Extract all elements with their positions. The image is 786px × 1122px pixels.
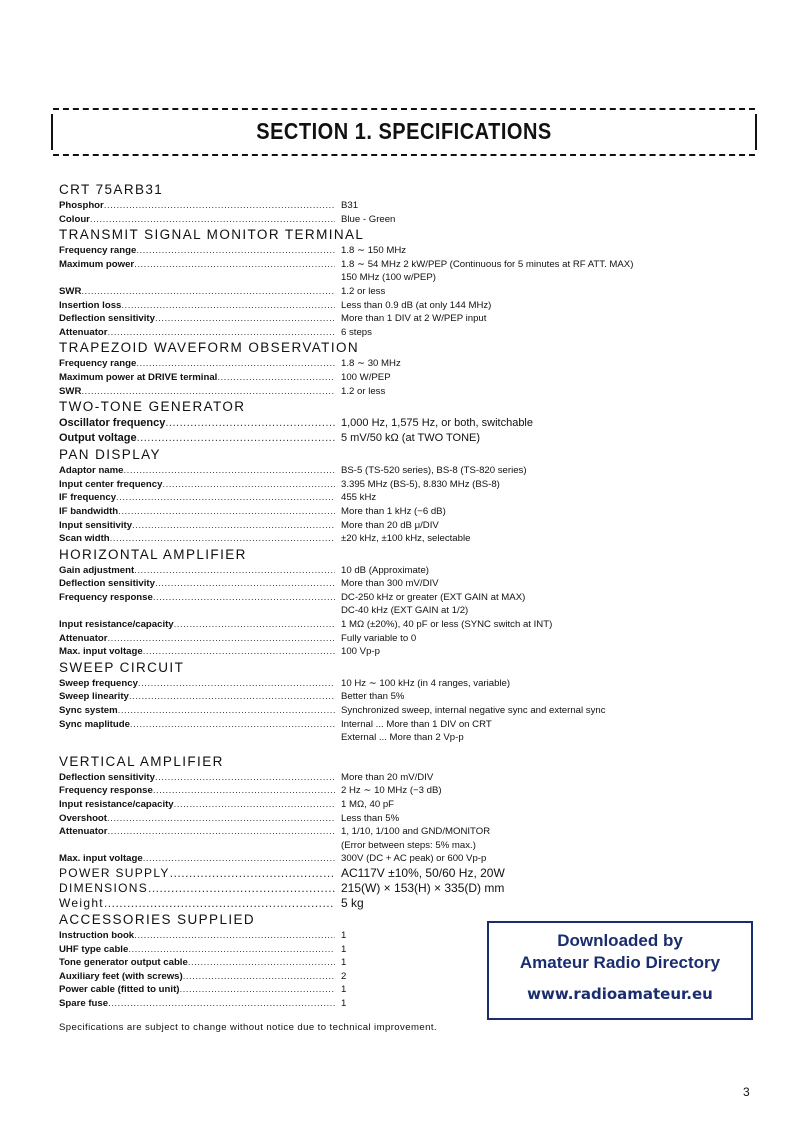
spec-label: Power cable (fitted to unit) bbox=[59, 984, 180, 996]
dot-leader bbox=[188, 956, 335, 970]
spec-value: 10 Hz ∼ 100 kHz (in 4 ranges, variable) bbox=[341, 677, 511, 689]
dot-leader bbox=[107, 812, 335, 826]
spec-row bbox=[59, 591, 749, 605]
spec-label-cell bbox=[59, 564, 335, 578]
spec-value: 100 Vp-p bbox=[341, 646, 380, 658]
spec-row bbox=[59, 825, 749, 839]
dot-leader bbox=[217, 371, 335, 385]
spec-label: Maximum power bbox=[59, 258, 135, 270]
spec-value: Better than 5% bbox=[341, 691, 405, 703]
spec-label-cell bbox=[59, 213, 335, 227]
spec-value: BS-5 (TS-520 series), BS-8 (TS-820 series) bbox=[341, 465, 527, 477]
spec-label-cell bbox=[59, 326, 335, 340]
spec-label-cell bbox=[59, 983, 335, 997]
dot-leader bbox=[155, 771, 335, 785]
spec-value: 100 W/PEP bbox=[341, 371, 391, 383]
section-heading: CRT 75ARB31 bbox=[59, 182, 164, 197]
spec-label-cell bbox=[59, 385, 335, 399]
spec-value: 1 MΩ, 40 pF bbox=[341, 799, 395, 810]
spec-label: Input resistance/capacity bbox=[59, 619, 174, 631]
spec-label-cell bbox=[59, 464, 335, 478]
spec-label-cell bbox=[59, 997, 335, 1011]
spec-label: IF frequency bbox=[59, 492, 117, 504]
spec-label-cell bbox=[59, 199, 335, 213]
dot-leader bbox=[170, 866, 335, 881]
dot-leader bbox=[121, 299, 335, 313]
spec-label: Tone generator output cable bbox=[59, 957, 188, 969]
spec-label-cell bbox=[59, 577, 335, 591]
spec-value: (Error between steps: 5% max.) bbox=[341, 839, 476, 851]
spec-value: 10 dB (Approximate) bbox=[341, 564, 429, 576]
spec-row bbox=[59, 431, 749, 446]
spec-value: 1.8 ∼ 30 MHz bbox=[341, 358, 401, 370]
spec-label-cell bbox=[59, 852, 335, 866]
spec-label: Attenuator bbox=[59, 826, 108, 838]
section-banner bbox=[53, 108, 755, 156]
spec-label: Overshoot bbox=[59, 812, 107, 824]
spec-row bbox=[59, 244, 749, 258]
spec-label-cell bbox=[59, 970, 335, 984]
spec-label-cell bbox=[59, 312, 335, 326]
dot-leader bbox=[137, 431, 335, 446]
spec-row bbox=[59, 258, 749, 272]
spec-row bbox=[59, 604, 749, 618]
dot-leader bbox=[183, 970, 335, 984]
dot-leader bbox=[136, 244, 335, 258]
spec-label: SWR bbox=[59, 285, 82, 297]
spec-row bbox=[59, 852, 749, 866]
dot-leader bbox=[155, 312, 335, 326]
spec-label-cell bbox=[59, 812, 335, 826]
spec-row bbox=[59, 798, 749, 812]
spec-label: Insertion loss bbox=[59, 299, 122, 311]
spec-label: Sync maplitude bbox=[59, 718, 130, 730]
spec-label-cell bbox=[59, 357, 335, 371]
download-credit-box bbox=[487, 921, 753, 1020]
spec-label: IF bandwidth bbox=[59, 505, 119, 517]
change-notice: Specifications are subject to change without notice due to technical improvement. bbox=[59, 1022, 437, 1033]
spec-value: More than 1 kHz (−6 dB) bbox=[341, 505, 446, 517]
spec-label-cell bbox=[59, 591, 335, 605]
section-heading: HORIZONTAL AMPLIFIER bbox=[59, 546, 247, 562]
spec-row bbox=[59, 812, 749, 826]
spec-label: Max. input voltage bbox=[59, 646, 143, 658]
spec-row bbox=[59, 371, 749, 385]
dot-leader bbox=[143, 645, 335, 659]
spec-row bbox=[59, 839, 749, 853]
spec-label: Deflection sensitivity bbox=[59, 313, 155, 325]
spec-label-cell bbox=[59, 431, 335, 446]
dot-leader bbox=[124, 464, 335, 478]
dot-leader bbox=[118, 704, 335, 718]
spec-label-cell bbox=[59, 645, 335, 659]
spec-value: 1 bbox=[341, 929, 347, 941]
download-credit-line: Downloaded by bbox=[557, 931, 683, 950]
spec-label: Deflection sensitivity bbox=[59, 771, 155, 783]
section-heading: TRANSMIT SIGNAL MONITOR TERMINAL bbox=[59, 227, 365, 243]
section-heading: TRAPEZOID WAVEFORM OBSERVATION bbox=[59, 340, 360, 356]
dot-leader bbox=[129, 690, 335, 704]
spec-value: 1, 1/10, 1/100 and GND/MONITOR bbox=[341, 826, 491, 838]
spec-label-cell bbox=[59, 784, 335, 798]
dot-leader bbox=[138, 677, 335, 691]
spec-row bbox=[59, 385, 749, 399]
spec-row bbox=[59, 784, 749, 798]
spec-label-cell bbox=[59, 929, 335, 943]
spec-row bbox=[59, 519, 749, 533]
spec-label: Gain adjustment bbox=[59, 564, 135, 576]
spec-label: Maximum power at DRIVE terminal bbox=[59, 371, 218, 383]
spec-value: 2 Hz ∼ 10 MHz (−3 dB) bbox=[341, 785, 442, 797]
dot-leader bbox=[132, 519, 335, 533]
spec-row bbox=[59, 771, 749, 785]
spec-row bbox=[59, 491, 749, 505]
spec-value: 215(W) × 153(H) × 335(D) mm bbox=[341, 880, 505, 895]
dot-leader bbox=[134, 258, 335, 272]
spec-label-cell bbox=[59, 604, 335, 618]
spec-row bbox=[59, 312, 749, 326]
spec-label: Spare fuse bbox=[59, 997, 109, 1009]
spec-label: Auxiliary feet (with screws) bbox=[59, 970, 183, 982]
spec-label: POWER SUPPLY bbox=[59, 865, 170, 880]
spec-row bbox=[59, 505, 749, 519]
download-credit-url[interactable]: www.radioamateur.eu bbox=[527, 985, 713, 1003]
spec-label: Deflection sensitivity bbox=[59, 578, 155, 590]
spec-value: DC-40 kHz (EXT GAIN at 1/2) bbox=[341, 605, 469, 617]
spec-value: More than 1 DIV at 2 W/PEP input bbox=[341, 313, 487, 325]
spec-value: 1,000 Hz, 1,575 Hz, or both, switchable bbox=[341, 417, 533, 430]
spec-row bbox=[59, 213, 749, 227]
spec-value: Blue - Green bbox=[341, 213, 396, 225]
spec-label-cell bbox=[59, 677, 335, 691]
spec-row bbox=[59, 704, 749, 718]
spec-value: B31 bbox=[341, 200, 359, 211]
spec-label-cell bbox=[59, 618, 335, 632]
spec-row bbox=[59, 866, 749, 881]
spec-row bbox=[59, 326, 749, 340]
spec-value: 1 bbox=[341, 957, 347, 969]
spec-row bbox=[59, 718, 749, 732]
spec-label: Sweep frequency bbox=[59, 677, 138, 689]
spec-value: Less than 5% bbox=[341, 812, 400, 824]
dot-leader bbox=[81, 285, 335, 299]
dot-leader bbox=[81, 385, 335, 399]
dot-leader bbox=[174, 618, 335, 632]
spec-label-cell bbox=[59, 285, 335, 299]
spec-row bbox=[59, 632, 749, 646]
dot-leader bbox=[134, 564, 335, 578]
spec-row bbox=[59, 577, 749, 591]
spec-row bbox=[59, 299, 749, 313]
dot-leader bbox=[108, 825, 336, 839]
spec-label: Max. input voltage bbox=[59, 853, 143, 865]
spec-value: More than 20 mV/DIV bbox=[341, 771, 434, 783]
spec-label-cell bbox=[59, 866, 335, 881]
dot-leader bbox=[128, 943, 335, 957]
spec-label-cell bbox=[59, 416, 335, 431]
spec-value: 1.8 ∼ 150 MHz bbox=[341, 245, 407, 257]
spec-value: 3.395 MHz (BS-5), 8.830 MHz (BS-8) bbox=[341, 478, 500, 490]
spec-label-cell bbox=[59, 519, 335, 533]
spec-label-cell bbox=[59, 771, 335, 785]
spec-value: More than 20 dB μ/DIV bbox=[341, 519, 439, 531]
spec-value: 2 bbox=[341, 970, 347, 982]
spec-row bbox=[59, 564, 749, 578]
spec-label: Input center frequency bbox=[59, 478, 163, 490]
spec-label: Weight bbox=[59, 895, 104, 910]
spec-label-cell bbox=[59, 956, 335, 970]
spec-value: Internal ... More than 1 DIV on CRT bbox=[341, 718, 492, 730]
spec-value: 1 bbox=[341, 943, 347, 955]
spec-label: Phosphor bbox=[59, 200, 104, 211]
section-heading: VERTICAL AMPLIFIER bbox=[59, 753, 224, 769]
spec-label: Sync system bbox=[59, 705, 118, 717]
spec-value: DC-250 kHz or greater (EXT GAIN at MAX) bbox=[341, 591, 526, 603]
section-heading: ACCESSORIES SUPPLIED bbox=[59, 911, 256, 927]
spec-row bbox=[59, 271, 749, 285]
spec-value: 300V (DC + AC peak) or 600 Vp-p bbox=[341, 853, 487, 865]
spec-value: 5 mV/50 kΩ (at TWO TONE) bbox=[341, 432, 481, 445]
spec-label-cell bbox=[59, 798, 335, 812]
section-heading: TWO-TONE GENERATOR bbox=[59, 399, 246, 415]
dot-leader bbox=[165, 416, 335, 431]
spec-label: Scan width bbox=[59, 533, 110, 545]
spec-label: Input sensitivity bbox=[59, 519, 133, 531]
spec-label: Adaptor name bbox=[59, 465, 124, 477]
spec-label-cell bbox=[59, 704, 335, 718]
spec-value: 1.8 ∼ 54 MHz 2 kW/PEP (Continuous for 5 minutes at RF ATT. MAX) bbox=[341, 258, 634, 270]
spec-label-cell bbox=[59, 881, 335, 896]
spec-label-cell bbox=[59, 258, 335, 272]
spec-row bbox=[59, 731, 749, 745]
spec-row bbox=[59, 645, 749, 659]
dot-leader bbox=[104, 199, 335, 213]
spec-value: 1 MΩ (±20%), 40 pF or less (SYNC switch at INT) bbox=[341, 619, 553, 631]
dot-leader bbox=[153, 591, 335, 605]
spec-label: DIMENSIONS bbox=[59, 880, 149, 895]
specifications-list bbox=[59, 181, 749, 1011]
dot-leader bbox=[108, 632, 336, 646]
dot-leader bbox=[90, 213, 335, 227]
spec-row bbox=[59, 285, 749, 299]
spec-label: Attenuator bbox=[59, 632, 108, 644]
spec-value: Synchronized sweep, internal negative sync and external sync bbox=[341, 705, 606, 717]
spec-value: Fully variable to 0 bbox=[341, 632, 417, 644]
spec-label: Colour bbox=[59, 213, 90, 225]
spec-label-cell bbox=[59, 299, 335, 313]
spec-value: Less than 0.9 dB (at only 144 MHz) bbox=[341, 299, 492, 311]
spec-label-cell bbox=[59, 491, 335, 505]
spec-value: More than 300 mV/DIV bbox=[341, 578, 439, 590]
dot-leader bbox=[108, 997, 335, 1011]
dot-leader bbox=[148, 881, 335, 896]
spec-label: Instruction book bbox=[59, 929, 135, 941]
section-heading: PAN DISPLAY bbox=[59, 447, 161, 463]
dot-leader bbox=[162, 478, 335, 492]
spec-label-cell bbox=[59, 271, 335, 285]
spec-row bbox=[59, 881, 749, 896]
dot-leader bbox=[118, 505, 335, 519]
spec-row bbox=[59, 464, 749, 478]
dot-leader bbox=[143, 852, 335, 866]
spec-label-cell bbox=[59, 244, 335, 258]
spec-label: Frequency range bbox=[59, 358, 137, 370]
spec-value: 1.2 or less bbox=[341, 385, 386, 397]
spec-value: 455 kHz bbox=[341, 492, 377, 504]
spec-label-cell bbox=[59, 632, 335, 646]
spec-label-cell bbox=[59, 690, 335, 704]
spec-row bbox=[59, 896, 749, 911]
spec-value: ±20 kHz, ±100 kHz, selectable bbox=[341, 533, 471, 545]
download-credit-source: Amateur Radio Directory bbox=[519, 953, 721, 972]
spec-row bbox=[59, 532, 749, 546]
spec-label: Frequency response bbox=[59, 785, 153, 797]
spec-label-cell bbox=[59, 839, 335, 853]
dot-leader bbox=[179, 983, 335, 997]
dot-leader bbox=[153, 784, 335, 798]
spec-row bbox=[59, 690, 749, 704]
spec-label: Frequency response bbox=[59, 591, 153, 603]
spec-label: Attenuator bbox=[59, 326, 108, 338]
spec-label-cell bbox=[59, 505, 335, 519]
spec-label: UHF type cable bbox=[59, 943, 129, 955]
spec-value: 1 bbox=[341, 997, 347, 1009]
spec-row bbox=[59, 478, 749, 492]
spec-label: SWR bbox=[59, 385, 82, 397]
spec-value: AC117V ±10%, 50/60 Hz, 20W bbox=[341, 865, 505, 880]
spec-label-cell bbox=[59, 371, 335, 385]
spec-label-cell bbox=[59, 718, 335, 732]
dot-leader bbox=[136, 357, 335, 371]
dot-leader bbox=[134, 929, 335, 943]
spec-label: Output voltage bbox=[59, 432, 137, 445]
spec-row bbox=[59, 416, 749, 431]
dot-leader bbox=[116, 491, 335, 505]
dot-leader bbox=[174, 798, 335, 812]
section-title: SECTION 1. SPECIFICATIONS bbox=[256, 119, 552, 145]
spec-label-cell bbox=[59, 896, 335, 911]
dot-leader bbox=[130, 718, 335, 732]
spec-label-cell bbox=[59, 532, 335, 546]
spec-value: 150 MHz (100 w/PEP) bbox=[341, 272, 436, 284]
dot-leader bbox=[108, 326, 336, 340]
page-number: 3 bbox=[743, 1085, 750, 1099]
dot-leader bbox=[104, 896, 335, 911]
spec-label: Sweep linearity bbox=[59, 691, 129, 703]
spec-row bbox=[59, 199, 749, 213]
dot-leader bbox=[110, 532, 335, 546]
spec-value: 1 bbox=[341, 984, 347, 996]
spec-row bbox=[59, 677, 749, 691]
spec-label: Oscillator frequency bbox=[59, 417, 166, 430]
spec-value: 6 steps bbox=[341, 326, 372, 338]
spec-label: Input resistance/capacity bbox=[59, 799, 174, 810]
spec-value: External ... More than 2 Vp-p bbox=[341, 732, 464, 744]
spec-row bbox=[59, 618, 749, 632]
spec-row bbox=[59, 357, 749, 371]
spec-label-cell bbox=[59, 825, 335, 839]
spec-label-cell bbox=[59, 731, 335, 745]
spec-value: 1.2 or less bbox=[341, 285, 386, 297]
section-heading: SWEEP CIRCUIT bbox=[59, 659, 185, 675]
spec-label: Frequency range bbox=[59, 245, 137, 257]
spec-value: 5 kg bbox=[341, 895, 364, 910]
spec-label-cell bbox=[59, 943, 335, 957]
spec-label-cell bbox=[59, 478, 335, 492]
dot-leader bbox=[155, 577, 335, 591]
